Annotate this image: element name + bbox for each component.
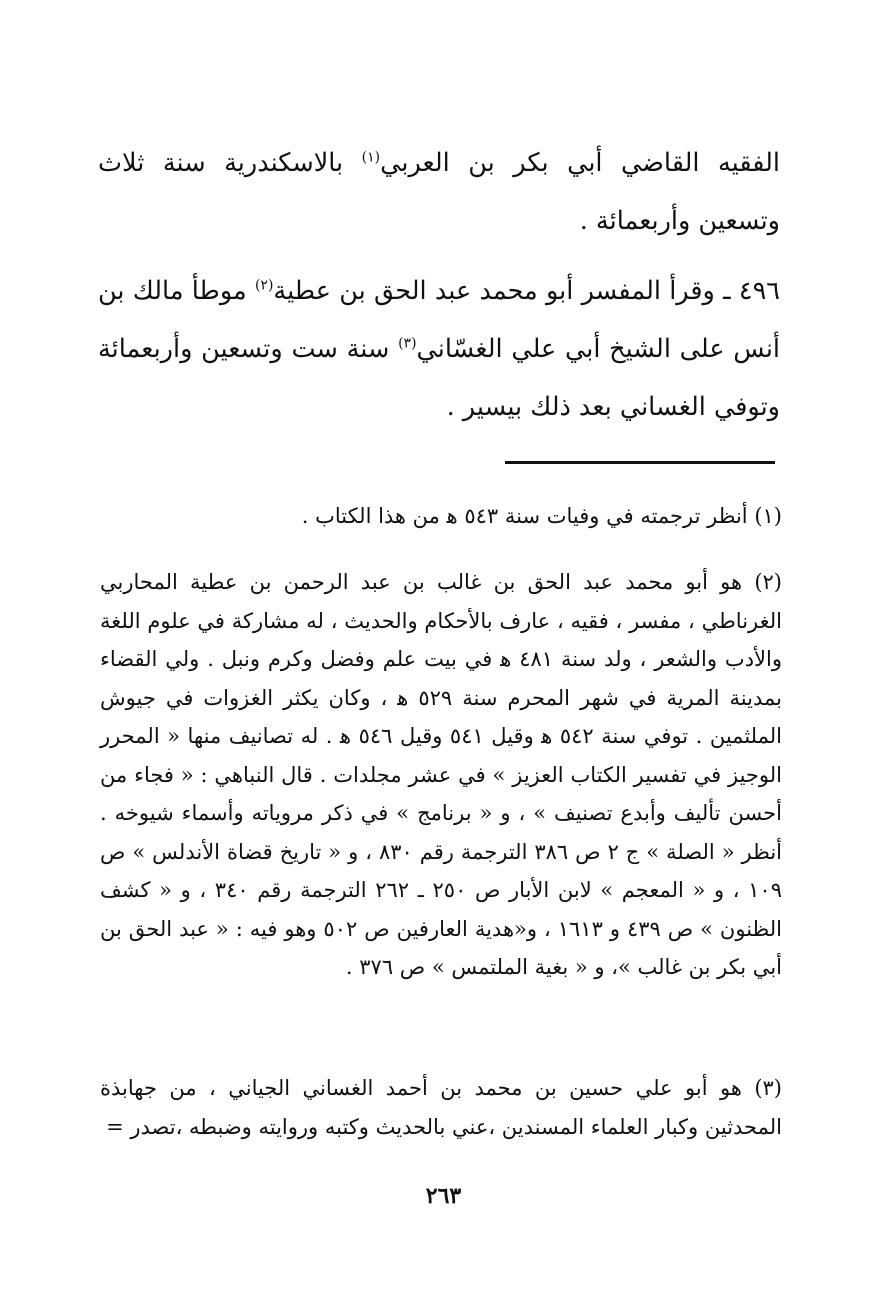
footnote-text: (١) أنظر ترجمته في وفيات سنة ٥٤٣ ﻫ من هذا الكتاب .: [301, 504, 782, 528]
footnote-ref-2: (٢): [254, 277, 274, 294]
page-number: ٢٦٣: [425, 1183, 462, 1209]
text-segment: سنة ست وتسعين وأربعمائة وتوفي الغساني بعد ذلك بيسير .: [98, 334, 780, 422]
main-paragraph-2: [98, 262, 780, 436]
footnote-text: (٢) هو أبو محمد عبد الحق بن غالب بن عبد الرحمن بن عطية المحاربي الغرناطي ، مفسر ، فقيه ، عارف بالأحكام والحديث ، له مشاركة في علوم اللغة والأدب والشعر ، ولد سنة ٤٨١ ﻫ في بيت علم وفضل وكرم ونبل . ولي القضاء بمدينة المرية في شهر المحرم سنة ٥٢٩ ﻫ ، وكان يكثر الغزوات في جيوش الملثمين . توفي سنة ٥٤٢ ﻫ وقيل ٥٤١ وقيل ٥٤٦ ﻫ . له تصانيف منها « المحرر الوجيز في تفسير الكتاب العزيز » في عشر مجلدات . قال النباهي : « فجاء من أحسن تأليف وأبدع تصنيف » ، و « برنامج » في ذكر مروياته وأسماء شيوخه . أنظر « الصلة » ج ٢ ص ٣٨٦ الترجمة رقم ٨٣٠ ، و « تاريخ قضاة الأندلس » ص ١٠٩ ، و « المعجم » لابن الأبار ص ٢٥٠ ـ ٢٦٢ الترجمة رقم ٣٤٠ ، و « كشف الظنون » ص ٤٣٩ و ١٦١٣ ، و«هدية العارفين ص ٥٠٢ وهو فيه : « عبد الحق بن أبي بكر بن غالب »، و « بغية الملتمس » ص ٣٧٦ .: [100, 570, 783, 979]
text-segment: موطأ مالك بن أنس على الشيخ أبي علي الغسّاني: [98, 276, 780, 364]
paragraph-text: [98, 134, 780, 250]
footnote-2: [100, 563, 782, 987]
text-segment: بالاسكندرية سنة ثلاث وتسعين وأربعمائة .: [98, 148, 780, 236]
main-paragraph-1: [98, 134, 780, 250]
footnote-divider: [505, 461, 775, 464]
footnote-text: (٣) هو أبو علي حسين بن محمد بن أحمد الغساني الجياني ، من جهابذة المحدثين وكبار العلماء المسندين ،عني بالحديث وكتبه وروايته وضبطه ،تصدر =: [100, 1076, 782, 1139]
text-segment: ٤٩٦ ـ وقرأ المفسر أبو محمد عبد الحق بن عطية: [273, 276, 780, 306]
footnote-1: [100, 497, 782, 536]
footnote-ref-1: (١): [361, 149, 381, 166]
footnote-ref-3: (٣): [398, 335, 417, 352]
paragraph-text: [98, 262, 780, 436]
text-segment: الفقيه القاضي أبي بكر بن العربي: [380, 148, 781, 178]
footnote-3: [100, 1069, 782, 1146]
